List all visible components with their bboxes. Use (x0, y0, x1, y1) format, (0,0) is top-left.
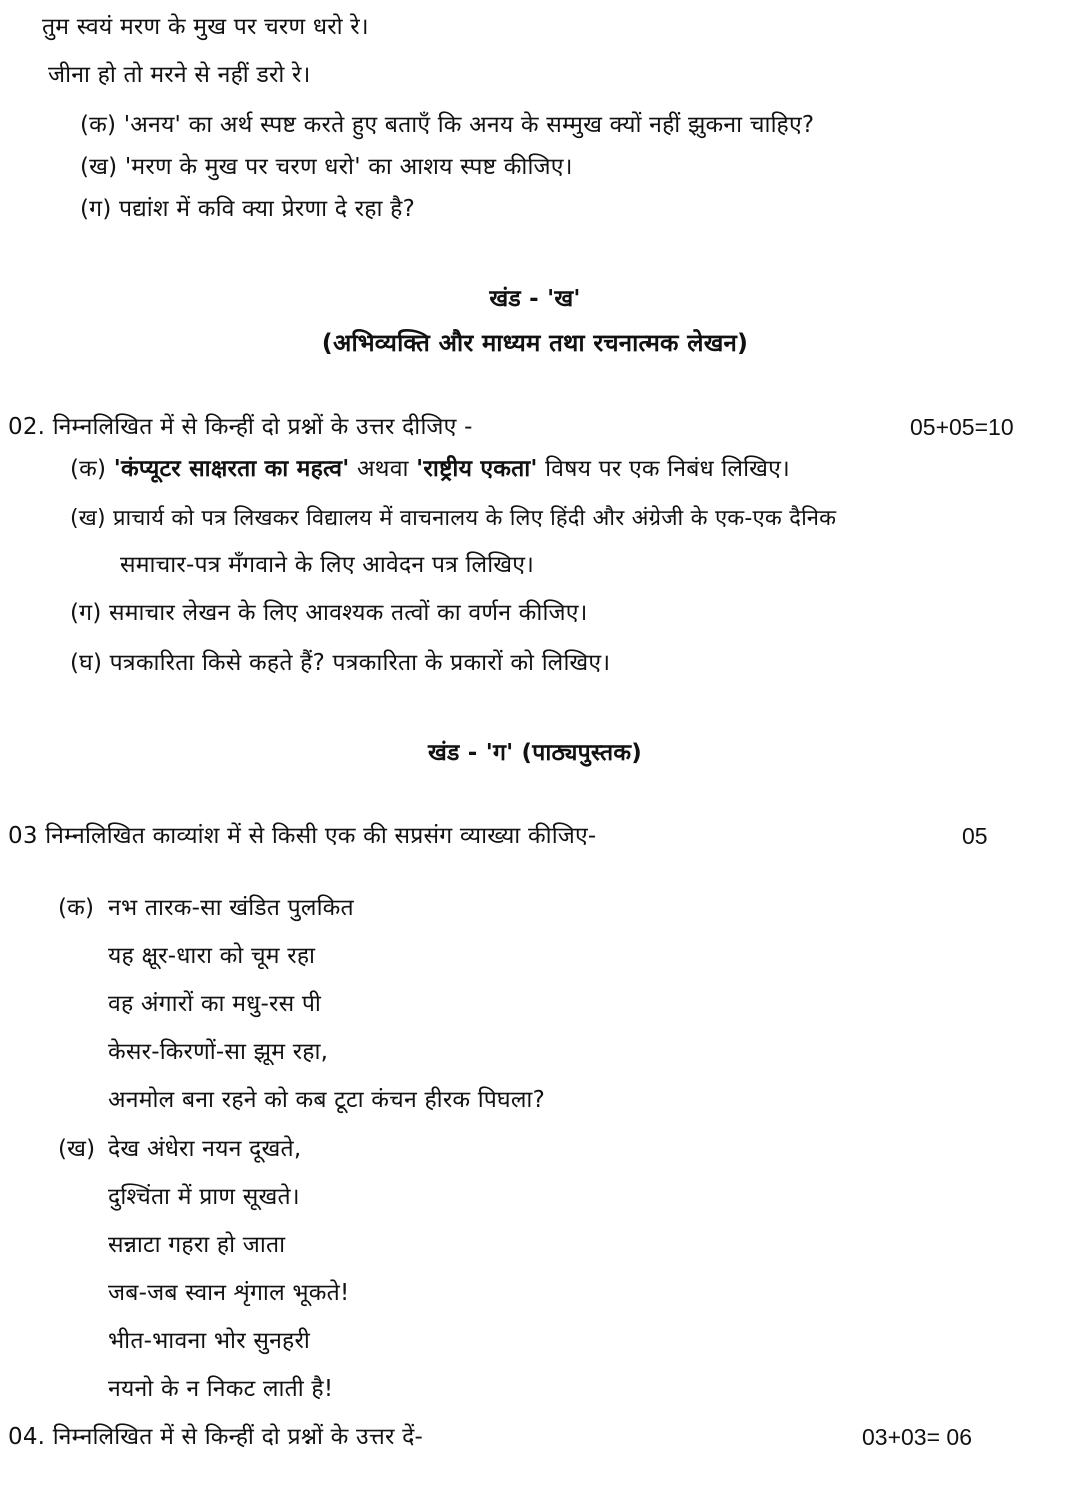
q3-b-line-4: जब-जब स्वान शृंगाल भूकते! (108, 1280, 350, 1306)
q1-sub-b-text: 'मरण के मुख पर चरण धरो' का आशय स्पष्ट कीजिए। (124, 154, 573, 180)
q3-number: 03 (8, 823, 38, 849)
q2-marks: 05+05=10 (910, 414, 1014, 440)
q1-sub-c (80, 194, 415, 224)
q2-heading (8, 412, 473, 442)
q3-b-line-3: सन्नाटा गहरा हो जाता (108, 1232, 286, 1258)
q4-text: निम्नलिखित में से किन्हीं दो प्रश्नों के उत्तर दें- (52, 1424, 423, 1450)
q3-marks: 05 (962, 823, 988, 849)
q2-sub-b-label: (ख) (70, 506, 106, 531)
q3-heading (8, 821, 596, 851)
q3-a-line-4: केसर-किरणों-सा झूम रहा, (108, 1039, 329, 1065)
q1-sub-a (80, 110, 814, 140)
q3-b-line-5: भीत-भावना भोर सुनहरी (108, 1328, 311, 1354)
q2-sub-b-text-1: प्राचार्य को पत्र लिखकर विद्यालय में वाचनालय के लिए हिंदी और अंग्रेजी के एक-एक दैनिक (112, 506, 837, 531)
q2-sub-b-line-2: समाचार-पत्र मँगवाने के लिए आवेदन पत्र लिखिए। (120, 552, 535, 578)
q4-marks: 03+03= 06 (862, 1424, 973, 1450)
q1-sub-c-text: पद्यांश में कवि क्या प्रेरणा दे रहा है? (119, 196, 415, 222)
q3-b-line-6: नयनो के न निकट लाती है! (108, 1376, 334, 1402)
q3-b-label: (ख) (58, 1136, 96, 1162)
q4-number: 04. (8, 1424, 46, 1450)
q1-sub-c-label: (ग) (80, 196, 112, 222)
q3-text: निम्नलिखित काव्यांश में से किसी एक की सप्रसंग व्याख्या कीजिए- (45, 823, 597, 849)
q2-number: 02. (8, 414, 46, 440)
q2-sub-a-or: अथवा (357, 456, 409, 482)
q2-sub-d (70, 648, 610, 678)
section-b-subtitle: (अभिव्यक्ति और माध्यम तथा रचनात्मक लेखन) (321, 329, 749, 357)
poem-line-1: तुम स्वयं मरण के मुख पर चरण धरो रे। (42, 14, 369, 40)
section-b-title: खंड - 'ख' (489, 286, 581, 312)
q3-b-line-2: दुश्चिंता में प्राण सूखते। (108, 1184, 300, 1210)
q2-sub-a-end: विषय पर एक निबंध लिखिए। (545, 456, 790, 482)
q2-sub-a-topic-1: 'कंप्यूटर साक्षरता का महत्व' (113, 456, 350, 482)
q2-sub-a (70, 454, 790, 484)
q2-sub-d-text: पत्रकारिता किसे कहते हैं? पत्रकारिता के प्रकारों को लिखिए। (109, 650, 611, 676)
q3-b-line-1: देख अंधेरा नयन दूखते, (108, 1136, 302, 1162)
q2-text: निम्नलिखित में से किन्हीं दो प्रश्नों के उत्तर दीजिए - (52, 414, 473, 440)
q3-a-line-1: नभ तारक-सा खंडित पुलकित (108, 895, 354, 921)
q2-sub-b-line-1 (70, 504, 836, 534)
q2-sub-c-text: समाचार लेखन के लिए आवश्यक तत्वों का वर्णन कीजिए। (109, 600, 588, 626)
q3-a-label: (क) (58, 895, 95, 921)
section-c-title: खंड - 'ग' (पाठ्यपुस्तक) (428, 740, 642, 766)
q1-sub-a-text: 'अनय' का अर्थ स्पष्ट करते हुए बताएँ कि अनय के सम्मुख क्यों नहीं झुकना चाहिए? (123, 112, 815, 138)
poem-line-2: जीना हो तो मरने से नहीं डरो रे। (48, 62, 311, 88)
q1-sub-b (80, 152, 573, 182)
q1-sub-a-label: (क) (80, 112, 117, 138)
q2-sub-c-label: (ग) (70, 600, 102, 626)
q1-sub-b-label: (ख) (80, 154, 118, 180)
q2-sub-c (70, 598, 588, 628)
q2-sub-d-label: (घ) (70, 650, 103, 676)
q2-sub-a-topic-2: 'राष्ट्रीय एकता' (416, 456, 538, 482)
q4-heading (8, 1422, 423, 1452)
q2-sub-a-label: (क) (70, 456, 107, 482)
q3-a-line-2: यह क्षूर-धारा को चूम रहा (108, 943, 316, 969)
q3-a-line-3: वह अंगारों का मधु-रस पी (108, 991, 322, 1017)
q3-a-line-5: अनमोल बना रहने को कब टूटा कंचन हीरक पिघला? (108, 1087, 545, 1113)
